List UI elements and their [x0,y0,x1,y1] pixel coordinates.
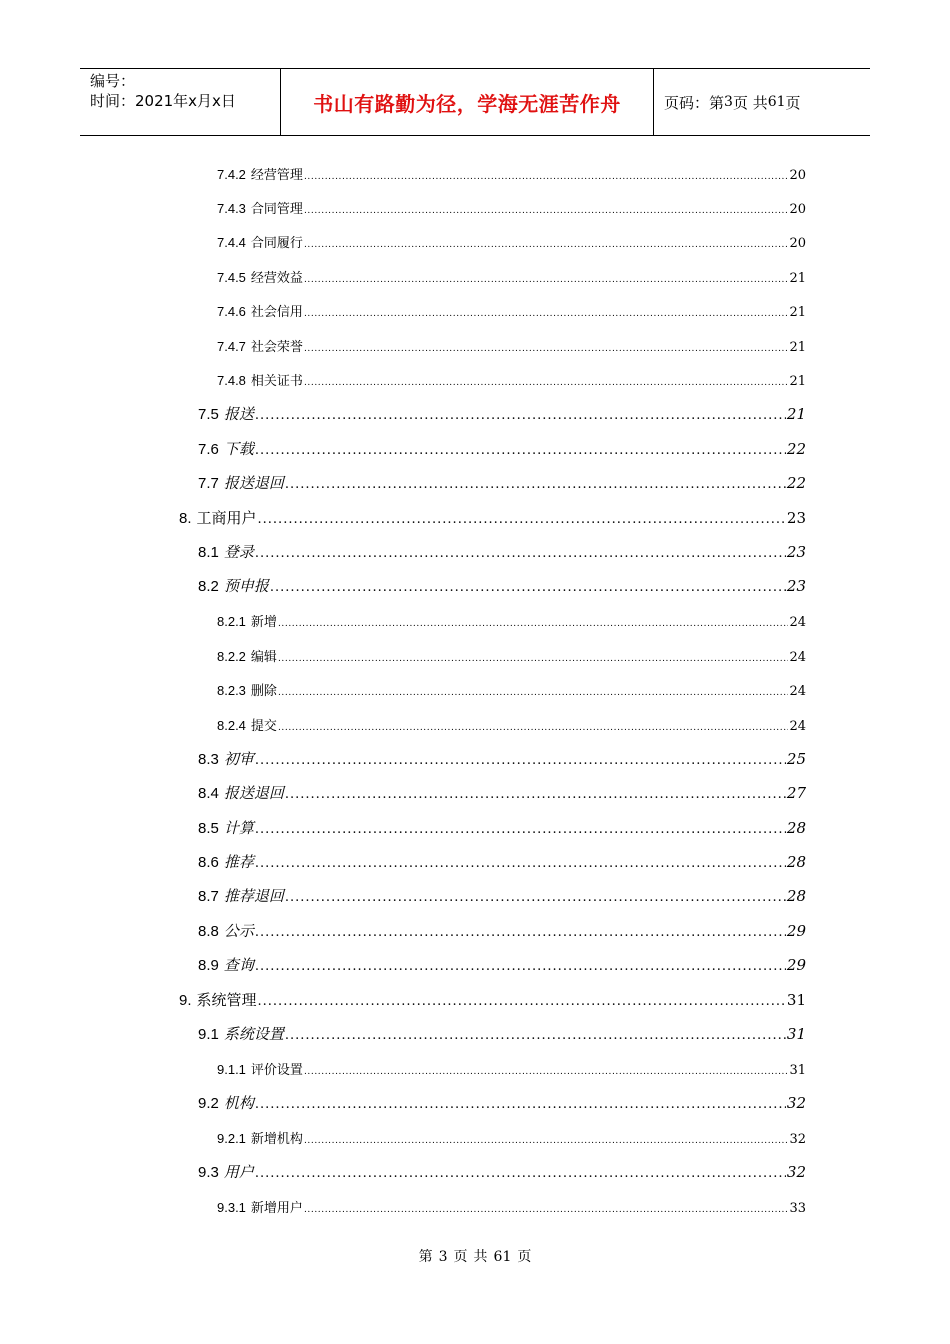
toc-leader-dots [304,172,789,182]
toc-entry-title: 登录 [223,542,254,561]
toc-entry-title: 经营效益 [250,270,303,286]
toc-leader-dots [285,787,786,802]
toc-leader-dots [304,206,789,216]
toc-entry-number: 9.1.1 [217,1062,246,1078]
toc-leader-dots [304,1067,789,1077]
toc-entry-number: 8.8 [198,922,219,940]
toc-entry[interactable] [217,232,806,251]
toc-entry-number: 7.4.7 [217,338,246,354]
toc-leader-dots [255,959,786,974]
toc-entry-page: 23 [786,577,806,596]
toc-entry-title: 系统管理 [196,990,257,1009]
toc-entry-page: 28 [786,887,806,906]
toc-entry-number: 9.2 [198,1095,219,1113]
toc-entry-number: 8.1 [198,543,219,561]
toc-entry-number: 8.2.4 [217,717,246,733]
toc-entry-number: 8.5 [198,819,219,837]
toc-entry[interactable] [198,782,806,803]
toc-leader-dots [270,580,786,595]
toc-entry-number: 7.4.8 [217,373,246,389]
toc-entry-number: 7.4.6 [217,304,246,320]
toc-entry-title: 机构 [223,1094,254,1113]
toc-entry-number: 8.2 [198,578,219,596]
toc-leader-dots [278,654,789,664]
toc-entry[interactable] [198,885,806,906]
toc-entry-number: 7.5 [198,406,219,424]
toc-leader-dots [258,994,786,1009]
toc-entry-page: 32 [786,1094,806,1113]
toc-entry-page: 33 [789,1201,806,1216]
footer-current: 3 [438,1249,448,1265]
header-page-info [654,69,870,135]
toc-entry-page: 27 [786,784,806,803]
toc-entry-title: 编辑 [250,649,277,665]
toc-leader-dots [255,1166,786,1181]
toc-entry-title: 相关证书 [250,374,303,390]
code-label: 编号： [90,72,136,90]
page-current: 3 [724,94,733,110]
toc-entry-page: 22 [786,439,806,458]
toc-entry-page: 28 [786,853,806,871]
toc-entry-number: 8.2.2 [217,648,246,664]
toc-leader-dots [304,378,789,388]
toc-leader-dots [278,688,789,698]
toc-entry-page: 20 [789,167,806,183]
toc-entry-page: 23 [786,508,806,527]
page-total: 61 [767,94,786,110]
header-motto: 书山有路勤为径，学海无涯苦作舟 [281,69,654,135]
page-footer [0,1246,950,1266]
toc-leader-dots [285,890,786,905]
toc-leader-dots [255,856,786,871]
toc-leader-dots [255,1097,786,1112]
toc-entry[interactable] [217,715,806,734]
page-label: 页码：第 [664,93,725,112]
toc-entry-page: 23 [786,542,806,561]
toc-entry[interactable] [217,680,806,699]
toc-leader-dots [304,344,789,354]
toc-entry-page: 21 [789,339,806,355]
toc-entry[interactable] [198,748,806,769]
toc-entry[interactable] [198,851,806,872]
toc-entry-title: 推荐退回 [223,887,284,906]
toc-leader-dots [278,723,789,733]
toc-leader-dots [304,1205,789,1215]
toc-entry[interactable] [198,954,806,975]
toc-entry-number: 9.1 [198,1026,219,1044]
toc-entry-title: 社会信用 [250,305,303,321]
toc-entry-page: 21 [789,270,806,286]
toc-entry[interactable] [217,267,806,286]
toc-leader-dots [255,546,786,561]
toc-entry-title: 下载 [223,439,254,458]
footer-word-3: 共 [473,1249,488,1265]
toc-leader-dots [255,753,786,768]
toc-entry-number: 8.6 [198,854,219,871]
toc-entry-title: 查询 [223,956,254,975]
toc-leader-dots [285,1028,786,1043]
toc-entry-number: 8.4 [198,785,219,803]
toc-entry[interactable] [217,164,806,183]
toc-entry[interactable] [217,646,806,665]
toc-entry-title: 评价设置 [250,1063,303,1079]
toc-leader-dots [255,925,786,940]
toc-entry-number: 7.4.2 [217,166,246,182]
toc-entry-number: 8.3 [198,750,219,768]
toc-entry[interactable] [217,1197,806,1216]
toc-entry-title: 公示 [223,921,254,940]
toc-entry[interactable] [198,472,806,493]
toc-entry[interactable] [217,198,806,217]
toc-entry-page: 31 [786,1025,806,1044]
toc-leader-dots [255,443,786,458]
footer-word-1: 第 [418,1249,433,1265]
toc-leader-dots [304,275,789,285]
toc-leader-dots [285,477,786,492]
toc-entry-page: 25 [786,749,806,768]
toc-entry[interactable] [217,370,806,389]
toc-entry-title: 报送退回 [223,474,284,493]
toc-leader-dots [278,619,789,629]
toc-leader-dots [304,1136,789,1146]
toc-entry-number: 8.2.1 [217,614,246,630]
toc-entry-page: 20 [789,201,806,217]
toc-entry-page: 21 [786,405,806,424]
toc-entry-page: 21 [789,374,806,390]
toc-entry-title: 合同管理 [250,201,303,217]
footer-word-4: 页 [517,1249,532,1265]
toc-entry[interactable] [198,817,806,838]
page-mid: 页 共 [732,93,768,112]
header-info [80,69,281,135]
toc-entry-title: 工商用户 [196,508,257,527]
toc-entry-page: 20 [789,236,806,252]
toc-entry-title: 提交 [250,718,277,734]
footer-total: 61 [493,1249,512,1265]
toc-entry-title: 用户 [223,1163,254,1182]
toc-entry-title: 新增机构 [250,1132,303,1148]
toc-entry[interactable] [198,403,806,424]
toc-entry-number: 9.2.1 [217,1131,246,1147]
toc-entry-number: 9.3 [198,1164,219,1182]
toc-leader-dots [255,408,786,423]
toc-entry-page: 28 [786,818,806,837]
toc-entry-title: 系统设置 [223,1025,284,1044]
toc-entry[interactable] [198,1161,806,1182]
toc-entry-number: 9.3.1 [217,1200,246,1215]
toc-entry-title: 新增用户 [250,1201,303,1216]
toc-entry-number: 7.7 [198,475,219,493]
toc-entry[interactable] [198,1023,806,1044]
toc-entry-page: 24 [789,615,806,631]
toc-entry-page: 29 [786,956,806,975]
toc-entry[interactable] [198,1092,806,1113]
toc-entry-page: 24 [789,684,806,700]
toc-leader-dots [258,512,786,527]
toc-entry[interactable] [217,301,806,320]
toc-leader-dots [304,240,789,250]
toc-entry-number: 7.6 [198,440,219,458]
toc-entry-page: 24 [789,718,806,734]
toc-entry-title: 报送退回 [223,784,284,803]
toc-entry[interactable] [198,541,806,562]
toc-entry-page: 32 [786,1163,806,1182]
toc-entry[interactable] [198,575,806,596]
toc-entry-title: 报送 [223,405,254,424]
toc-entry-number: 8.7 [198,888,219,906]
toc-entry-title: 删除 [250,684,277,700]
toc-entry[interactable] [217,611,806,630]
toc-entry-title: 新增 [250,615,277,631]
toc-entry[interactable] [217,336,806,355]
toc-entry-title: 计算 [223,818,254,837]
toc-entry[interactable] [179,507,806,528]
toc-leader-dots [255,822,786,837]
toc-entry-page: 21 [789,305,806,321]
toc-entry-title: 合同履行 [250,236,303,252]
toc-entry[interactable] [198,438,806,459]
toc-entry-number: 8.2.3 [217,683,246,699]
toc-entry[interactable] [217,1128,806,1147]
toc-entry-title: 预申报 [223,577,269,596]
toc-entry-number: 9. [179,991,192,1009]
time-label: 时间：2021年x月x日 [90,92,236,110]
footer-word-2: 页 [453,1249,468,1265]
toc-entry-number: 8.9 [198,957,219,975]
toc-entry-title: 社会荣誉 [250,339,303,355]
toc-entry-page: 29 [786,921,806,940]
toc-entry[interactable] [217,1059,806,1078]
toc-entry-page: 24 [789,649,806,665]
toc-entry-page: 31 [789,1063,806,1079]
page-end: 页 [785,93,801,112]
toc-entry-page: 31 [786,990,806,1009]
toc-entry-page: 22 [786,474,806,493]
toc-entry-title: 推荐 [223,853,254,871]
toc-entry-title: 初审 [223,749,254,768]
toc-entry[interactable] [179,989,806,1010]
toc-leader-dots [304,309,789,319]
toc-entry-page: 32 [789,1132,806,1148]
toc-entry-number: 7.4.5 [217,269,246,285]
toc-entry[interactable] [198,920,806,941]
page-header [80,68,870,136]
toc-entry-number: 7.4.4 [217,235,246,251]
toc-entry-number: 7.4.3 [217,200,246,216]
toc-entry-title: 经营管理 [250,167,303,183]
toc-entry-number: 8. [179,509,192,527]
